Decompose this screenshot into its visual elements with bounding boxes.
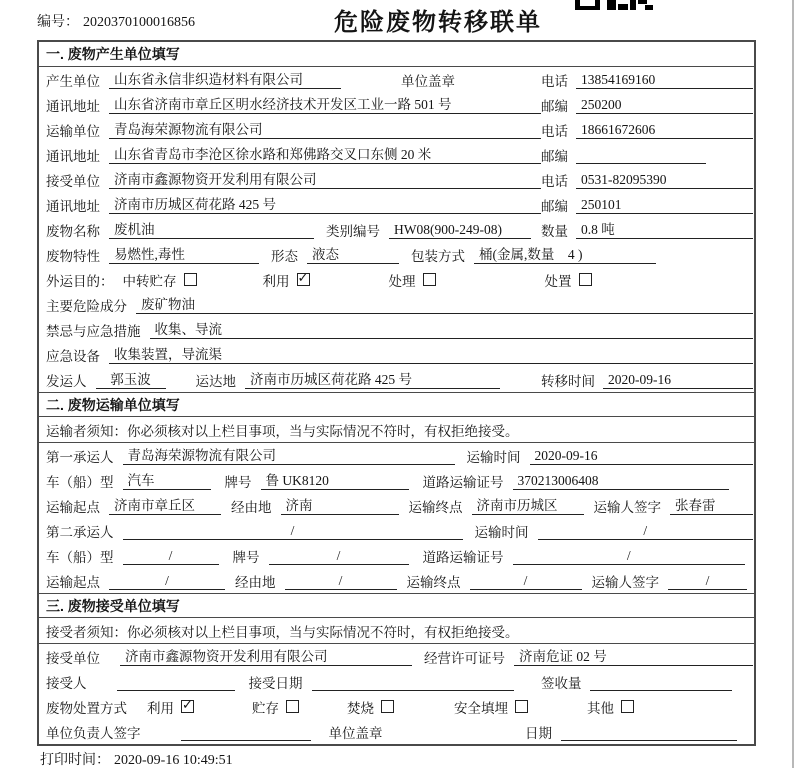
transporter-address-label: 通讯地址	[46, 148, 100, 164]
unit-stamp2-label: 单位盖章	[328, 725, 383, 741]
section3-header: 三. 废物接受单位填写	[39, 593, 754, 618]
producer-phone-field: 13854169160	[576, 71, 753, 89]
receiver-phone-field: 0531-82095390	[576, 171, 753, 189]
transfer-time-label: 转移时间	[541, 373, 595, 389]
transporter-zip-group	[541, 145, 753, 165]
first-carrier-field: 青岛海荣源物流有限公司	[123, 447, 455, 465]
checkbox-disposal-landfill-icon	[515, 700, 528, 713]
row-waste-props	[39, 242, 754, 267]
row-acceptor-notice	[39, 618, 754, 644]
transporter-zip-field	[576, 146, 706, 164]
purpose-option-dispose	[545, 270, 592, 290]
acceptor-name-field	[117, 673, 235, 691]
disposal-option-other	[587, 697, 634, 717]
route1-sign-label: 运输人签字	[593, 499, 661, 515]
transporter-phone-group	[541, 120, 753, 140]
vehicle1-type-label: 车（船）型	[46, 474, 114, 490]
receiving-unit-label: 接受单位	[46, 650, 100, 666]
waste-category-label: 类别编号	[326, 223, 380, 239]
disposal-use-label: 利用	[147, 700, 174, 716]
document-number	[37, 11, 195, 31]
emergency-equipment-label: 应急设备	[46, 348, 100, 364]
purpose-dispose-label: 处置	[544, 273, 572, 289]
route2-end-field: /	[470, 572, 582, 590]
producer-zip-label: 邮编	[541, 98, 568, 114]
first-carrier-label: 第一承运人	[46, 449, 114, 465]
road-license2-label: 道路运输证号	[422, 549, 504, 565]
producer-phone-group	[541, 70, 753, 90]
waste-qty-field: 0.8 吨	[576, 221, 753, 239]
plate2-label: 牌号	[232, 549, 260, 565]
row-transport-company	[39, 117, 754, 142]
receiver-phone-label: 电话	[541, 173, 568, 189]
print-time-value: 2020-09-16 10:49:51	[114, 753, 233, 768]
signed-qty-field	[590, 673, 732, 691]
row-first-carrier	[39, 443, 754, 468]
checkbox-purpose-use-icon	[297, 273, 310, 286]
route2-end-label: 运输终点	[406, 574, 461, 590]
receiver-name-field: 济南市鑫源物资开发利用有限公司	[109, 171, 541, 189]
signed-qty-group	[541, 672, 753, 692]
receiver-zip-field: 250101	[576, 196, 753, 214]
transporter-notice-text: 运输者须知：你必须核对以上栏目事项，当与实际情况不符时，有权拒绝接受。	[46, 423, 519, 439]
disposal-option-use	[147, 697, 252, 717]
row-responsible-signature	[39, 719, 754, 744]
transporter-address-field: 山东省青岛市李沧区徐水路和郑佛路交叉口东侧 20 米	[109, 146, 541, 164]
row-disposal-method	[39, 694, 754, 719]
row-waste-name	[39, 217, 754, 242]
acceptor-notice-text: 接受者须知：你必须核对以上栏目事项，当与实际情况不符时，有权拒绝接受。	[46, 624, 519, 640]
hazard-label: 主要危险成分	[46, 298, 127, 314]
route2-sign-label: 运输人签字	[591, 574, 659, 590]
destination-label: 运达地	[195, 373, 236, 389]
operating-license-field: 济南危证 02 号	[514, 648, 753, 666]
waste-qty-group	[541, 220, 753, 240]
responsible-sign-label: 单位负责人签字	[46, 725, 141, 741]
vehicle1-type-field: 汽车	[123, 472, 211, 490]
row-hazard-components	[39, 292, 754, 317]
checkbox-purpose-storage-icon	[184, 273, 197, 286]
shipper-label: 发运人	[46, 373, 87, 389]
waste-name-field: 废机油	[109, 221, 314, 239]
purpose-label: 外运目的：	[46, 273, 114, 289]
row-second-carrier	[39, 518, 754, 543]
waste-form-field: 液态	[307, 246, 399, 264]
disposal-landfill-label: 安全填埋	[454, 700, 508, 716]
print-time	[40, 749, 233, 769]
manifest-form-table	[37, 40, 756, 746]
plate1-label: 牌号	[224, 474, 252, 490]
waste-form-label: 形态	[271, 248, 298, 264]
producer-address-label: 通讯地址	[46, 98, 100, 114]
disposal-incinerate-label: 焚烧	[347, 700, 374, 716]
checkbox-disposal-incinerate-icon	[381, 700, 394, 713]
route2-via-field: /	[285, 572, 397, 590]
transporter-phone-label: 电话	[541, 123, 568, 139]
receiving-unit-field: 济南市鑫源物资开发利用有限公司	[120, 648, 412, 666]
shipper-name-field: 郭玉波	[96, 371, 166, 389]
route2-sign-field: /	[668, 572, 747, 590]
emergency-measures-field: 收集、导流	[150, 321, 754, 339]
window-right-edge	[792, 0, 794, 768]
checkbox-purpose-dispose-icon	[579, 273, 592, 286]
row-emergency-measures	[39, 317, 754, 342]
receiver-address-field: 济南市历城区荷花路 425 号	[109, 196, 541, 214]
disposal-option-store	[252, 697, 347, 717]
page-title: 危险废物转移联单	[334, 9, 542, 36]
producer-label: 产生单位	[46, 73, 100, 89]
destination-field: 济南市历城区荷花路 425 号	[245, 371, 500, 389]
row-producer	[39, 67, 754, 92]
disposal-store-label: 贮存	[252, 700, 279, 716]
transporter-zip-label: 邮编	[541, 148, 568, 164]
row-producer-address	[39, 92, 754, 117]
receiver-zip-label: 邮编	[541, 198, 568, 214]
checkbox-disposal-other-icon	[621, 700, 634, 713]
row-shipper	[39, 367, 754, 392]
transport-time1-field: 2020-09-16	[530, 447, 754, 465]
producer-name-field: 山东省永信非织造材料有限公司	[109, 71, 341, 89]
plate2-field: /	[269, 547, 409, 565]
row-receive-address	[39, 192, 754, 217]
emergency-measures-label: 禁忌与应急措施	[46, 323, 141, 339]
row-emergency-equipment	[39, 342, 754, 367]
receiver-label: 接受单位	[46, 173, 100, 189]
purpose-option-treat	[389, 270, 545, 290]
document-number-value: 2020370100016856	[83, 15, 195, 30]
vehicle2-type-field: /	[123, 547, 219, 565]
second-carrier-label: 第二承运人	[46, 524, 114, 540]
row-route-1	[39, 493, 754, 518]
row-transfer-purpose	[39, 267, 754, 292]
packing-field: 桶(金属,数量 4 )	[474, 246, 656, 264]
accept-date-field	[312, 673, 514, 691]
vehicle2-type-label: 车（船）型	[46, 549, 114, 565]
plate1-field: 鲁 UK8120	[261, 472, 409, 490]
unit-stamp-label: 单位盖章	[401, 73, 455, 89]
row-receive-company	[39, 167, 754, 192]
waste-props-field: 易燃性,毒性	[109, 246, 259, 264]
transporter-label: 运输单位	[46, 123, 100, 139]
accept-date-label: 接受日期	[248, 675, 303, 691]
qr-code-fragment-icon	[575, 0, 653, 10]
operating-license-label: 经营许可证号	[424, 650, 505, 666]
route1-end-label: 运输终点	[408, 499, 463, 515]
print-time-label: 打印时间：	[40, 753, 110, 768]
transporter-name-field: 青岛海荣源物流有限公司	[109, 121, 541, 139]
producer-phone-label: 电话	[541, 73, 568, 89]
road-license1-field: 370213006408	[513, 472, 729, 490]
row-acceptor	[39, 669, 754, 694]
transfer-time-field: 2020-09-16	[603, 371, 753, 389]
sign-date-label: 日期	[525, 725, 552, 741]
second-carrier-field: /	[123, 522, 463, 540]
responsible-sign-field	[181, 723, 311, 741]
transfer-time-group	[541, 370, 753, 390]
section2-header: 二. 废物运输单位填写	[39, 392, 754, 417]
receiver-phone-group	[541, 170, 753, 190]
purpose-use-label: 利用	[262, 273, 290, 289]
row-route-2	[39, 568, 754, 593]
row-transport-address	[39, 142, 754, 167]
purpose-storage-label: 中转贮存	[122, 273, 177, 289]
checkbox-disposal-use-icon	[181, 700, 194, 713]
receiver-zip-group	[541, 195, 753, 215]
disposal-method-label: 废物处置方式	[46, 700, 127, 716]
row-vehicle-1	[39, 468, 754, 493]
route1-via-field: 济南	[281, 497, 399, 515]
route1-start-field: 济南市章丘区	[109, 497, 221, 515]
row-receiver-unit	[39, 644, 754, 669]
checkbox-purpose-treat-icon	[423, 273, 436, 286]
section1-header: 一. 废物产生单位填写	[39, 42, 754, 67]
producer-zip-field: 250200	[576, 96, 753, 114]
acceptor-label: 接受人	[46, 675, 87, 691]
disposal-other-label: 其他	[587, 700, 614, 716]
packing-label: 包装方式	[411, 248, 465, 264]
road-license1-label: 道路运输证号	[422, 474, 504, 490]
checkbox-disposal-store-icon	[286, 700, 299, 713]
row-vehicle-2	[39, 543, 754, 568]
route1-via-label: 经由地	[231, 499, 272, 515]
document-number-label: 编号：	[37, 15, 79, 30]
route1-sign-field: 张春雷	[670, 497, 753, 515]
signed-qty-label: 签收量	[541, 675, 582, 691]
purpose-treat-label: 处理	[388, 273, 416, 289]
transporter-phone-field: 18661672606	[576, 121, 753, 139]
row-transporter-notice	[39, 417, 754, 443]
transport-time1-label: 运输时间	[466, 449, 521, 465]
transport-time2-label: 运输时间	[474, 524, 529, 540]
road-license2-field: /	[513, 547, 746, 565]
purpose-option-use	[263, 270, 389, 290]
producer-address-field: 山东省济南市章丘区明水经济技术开发区工业一路 501 号	[109, 96, 541, 114]
waste-props-label: 废物特性	[46, 248, 100, 264]
waste-qty-label: 数量	[541, 223, 568, 239]
producer-zip-group	[541, 95, 753, 115]
receiver-address-label: 通讯地址	[46, 198, 100, 214]
disposal-option-landfill	[454, 697, 587, 717]
disposal-option-incinerate	[347, 697, 454, 717]
transport-time2-field: /	[538, 522, 754, 540]
route1-end-field: 济南市历城区	[472, 497, 584, 515]
hazard-field: 废矿物油	[136, 296, 753, 314]
route1-start-label: 运输起点	[46, 499, 100, 515]
route2-start-field: /	[109, 572, 225, 590]
emergency-equipment-field: 收集装置，导流渠	[109, 346, 753, 364]
waste-name-label: 废物名称	[46, 223, 100, 239]
sign-date-field	[561, 723, 737, 741]
waste-category-field: HW08(900-249-08)	[389, 221, 531, 239]
purpose-option-storage	[123, 270, 263, 290]
route2-start-label: 运输起点	[46, 574, 100, 590]
route2-via-label: 经由地	[235, 574, 276, 590]
